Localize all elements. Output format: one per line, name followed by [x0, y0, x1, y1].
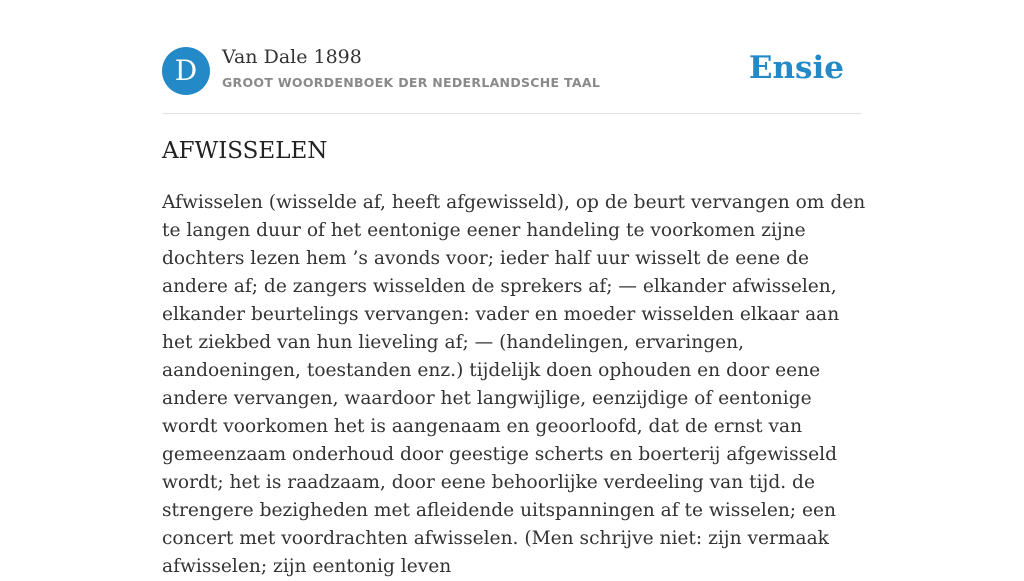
entry-title: AFWISSELEN — [162, 138, 328, 164]
source-header — [162, 0, 862, 114]
source-logo[interactable]: D — [162, 47, 210, 95]
source-subtitle: GROOT WOORDENBOEK DER NEDERLANDSCHE TAAL — [222, 75, 601, 90]
entry-definition: Afwisselen (wisselde af, heeft afgewisseld), op de beurt vervangen om den te langen duur of het eentonige eener handeling te voorkomen zijne dochters lezen hem ’s avonds voor; ieder half uur wisselt de eene de andere af; de zangers wisselden de sprekers af; — elkander afwisselen, elkander beurtelings vervangen: vader en moeder wisselden elkaar aan het ziekbed van hun lieveling af; — (handelingen, ervaringen, aandoeningen, toestanden enz.) tijdelijk doen ophouden en door eene andere vervangen, waardoor het langwijlige, eenzijdige of eentonige wordt voorkomen het is aangenaam en geoorloofd, dat de ernst van gemeenzaam onderhoud door geestige scherts en boerterij afgewisseld wordt; het is raadzaam, door eene behoorlijke verdeeling van tijd. de strengere bezigheden met afleidende uitspanningen af te wisselen; een concert met voordrachten afwisselen. (Men schrijve niet: zijn vermaak afwisselen; zijn eentonig leven — [162, 192, 866, 577]
page-container — [162, 0, 866, 577]
ensie-logo[interactable]: Ensie — [748, 50, 844, 86]
source-title[interactable]: Van Dale 1898 — [222, 46, 362, 68]
